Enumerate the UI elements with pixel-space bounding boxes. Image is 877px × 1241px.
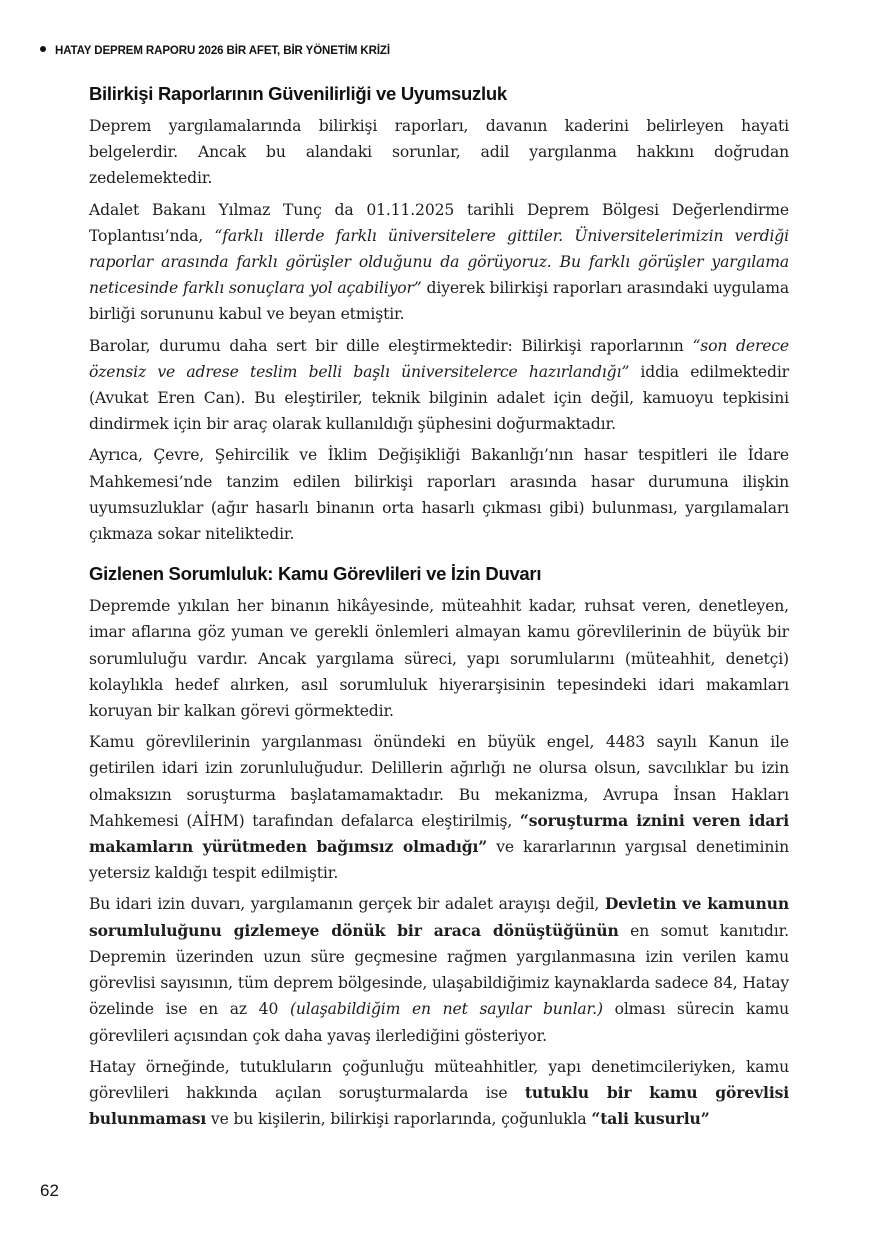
paragraph: Adalet Bakanı Yılmaz Tunç da 01.11.2025 tarihli Deprem Bölgesi Değerlendirme Toplantısı’nda, “farklı illerde farklı üniversitelere gittiler. Üniversitelerimizin verdiği raporlar arasında farklı görüşler olduğunu da görüyoruz. Bu farklı görüşler yargılama neticesinde farklı sonuçlara yol açabiliyor” diyerek bilirkişi raporları arasındaki uygulama birliği sorununu kabul ve beyan etmiştir. (89, 200, 790, 324)
bold-quote: “tali kusurlu” (591, 1109, 710, 1129)
paragraph: Kamu görevlilerinin yargılanması önündeki en büyük engel, 4483 sayılı Kanun ile getirilen idari izin zorunluluğudur. Delillerin ağırlığı ne olursa olsun, savcılıklar bu izin olmaksızın soruşturma başlatamamaktadır. Bu mekanizma, Avrupa İnsan Hakları Mahkemesi (AİHM) tarafından defalarca eleştirilmiş, “soruşturma iznini veren idari makamların yürütmeden bağımsız olmadığı” ve kararlarının yargısal denetiminin yetersiz kaldığı tespit edilmiştir. (89, 733, 789, 883)
quote-italic: “son derece özensiz ve adrese teslim belli başlı üniversitelerce hazırlandığı” (89, 336, 789, 381)
quote-italic: “farklı illerde farklı üniversitelere gittiler. Üniversitelerimizin verdiği raporlar arasında farklı görüşler olduğunu da görüyoruz. Bu farklı görüşler yargılama neticesinde farklı sonuçlara yol açabiliyor” (89, 226, 789, 298)
paragraph: Deprem yargılamalarında bilirkişi raporları, davanın kaderini belirleyen hayati belgelerdir. Ancak bu alandaki sorunlar, adil yargılanma hakkını doğrudan zedelemektedir. (89, 117, 789, 188)
paragraph: Ayrıca, Çevre, Şehircilik ve İklim Değişikliği Bakanlığı’nın hasar tespitleri ile İdare Mahkemesi’nde tanzim edilen bilirkişi raporları arasında hasar durumuna ilişkin uyumsuzluklar (ağır hasarlı binanın orta hasarlı çıkması gibi) bulunması, yargılamaları çıkmaza sokar niteliktedir. (89, 446, 789, 544)
bold-emphasis: Devletin ve kamunun sorumluluğunu gizlemeye dönük bir araca dönüştüğünün (89, 894, 790, 940)
paragraph: Bu idari izin duvarı, yargılamanın gerçek bir adalet arayışı değil, Devletin ve kamunun sorumluluğunu gizlemeye dönük bir araca dönüştüğünün en somut kanıtıdır. Depremin üzerinden uzun süre geçmesine rağmen yargılanmasına izin verilen kamu görevlisi sayısının, tüm deprem bölgesinde, ulaşabildiğimiz kaynaklarda sadece 84, Hatay özelinde ise en az 40 (ulaşabildiğim en net sayılar bunlar.) olması sürecin kamu görevlileri açısından çok daha yavaş ilerlediğini gösteriyor. (89, 894, 790, 1045)
bold-quote: “soruşturma iznini veren idari makamların yürütmeden bağımsız olmadığı” (89, 810, 789, 857)
page-content (89, 83, 789, 1137)
page-number: 62 (40, 1181, 59, 1200)
paragraph: Depremde yıkılan her binanın hikâyesinde, müteahhit kadar, ruhsat veren, denetleyen, imar aflarına göz yuman ve gerekli önlemleri almayan kamu görevlilerinin de büyük bir sorumluluğu vardır. Ancak yargılama süreci, yapı sorumlularını (müteahhit, denetçi) kolaylıkla hedef alırken, asıl sorumluluk hiyerarşisinin tepesindeki idari makamları koruyan bir kalkan görevi görmektedir. (89, 597, 789, 721)
paragraph: Hatay örneğinde, tutukluların çoğunluğu müteahhitler, yapı denetimcileriyken, kamu görevlileri hakkında açılan soruşturmalarda ise tutuklu bir kamu görevlisi bulunmaması ve bu kişilerin, bilirkişi raporlarında, çoğunlukla “tali kusurlu” (89, 1057, 790, 1129)
paragraph: Barolar, durumu daha sert bir dille eleştirmektedir: Bilirkişi raporlarının “son derece özensiz ve adrese teslim belli başlı üniversitelerce hazırlandığı” iddia edilmektedir (Avukat Eren Can). Bu eleştiriler, teknik bilginin adalet için değil, kamuoyu tepkisini dindirmek için bir araç olarak kullanıldığı şüphesini doğurmaktadır. (89, 336, 789, 434)
bullet-icon (40, 46, 46, 52)
bold-emphasis: tutuklu bir kamu görevlisi bulunmaması (89, 1082, 790, 1129)
section-heading-bilirkisi: Bilirkişi Raporlarının Güvenilirliği ve Uyumsuzluk (89, 83, 507, 104)
italic-note: (ulaşabildiğim en net sayılar bunlar.) (289, 1000, 603, 1019)
section-heading-gizlenen-sorumluluk: Gizlenen Sorumluluk: Kamu Görevlileri ve İzin Duvarı (89, 563, 542, 585)
running-header (40, 45, 390, 57)
running-title: HATAY DEPREM RAPORU 2026 BİR AFET, BİR YÖNETİM KRİZİ (55, 45, 390, 57)
